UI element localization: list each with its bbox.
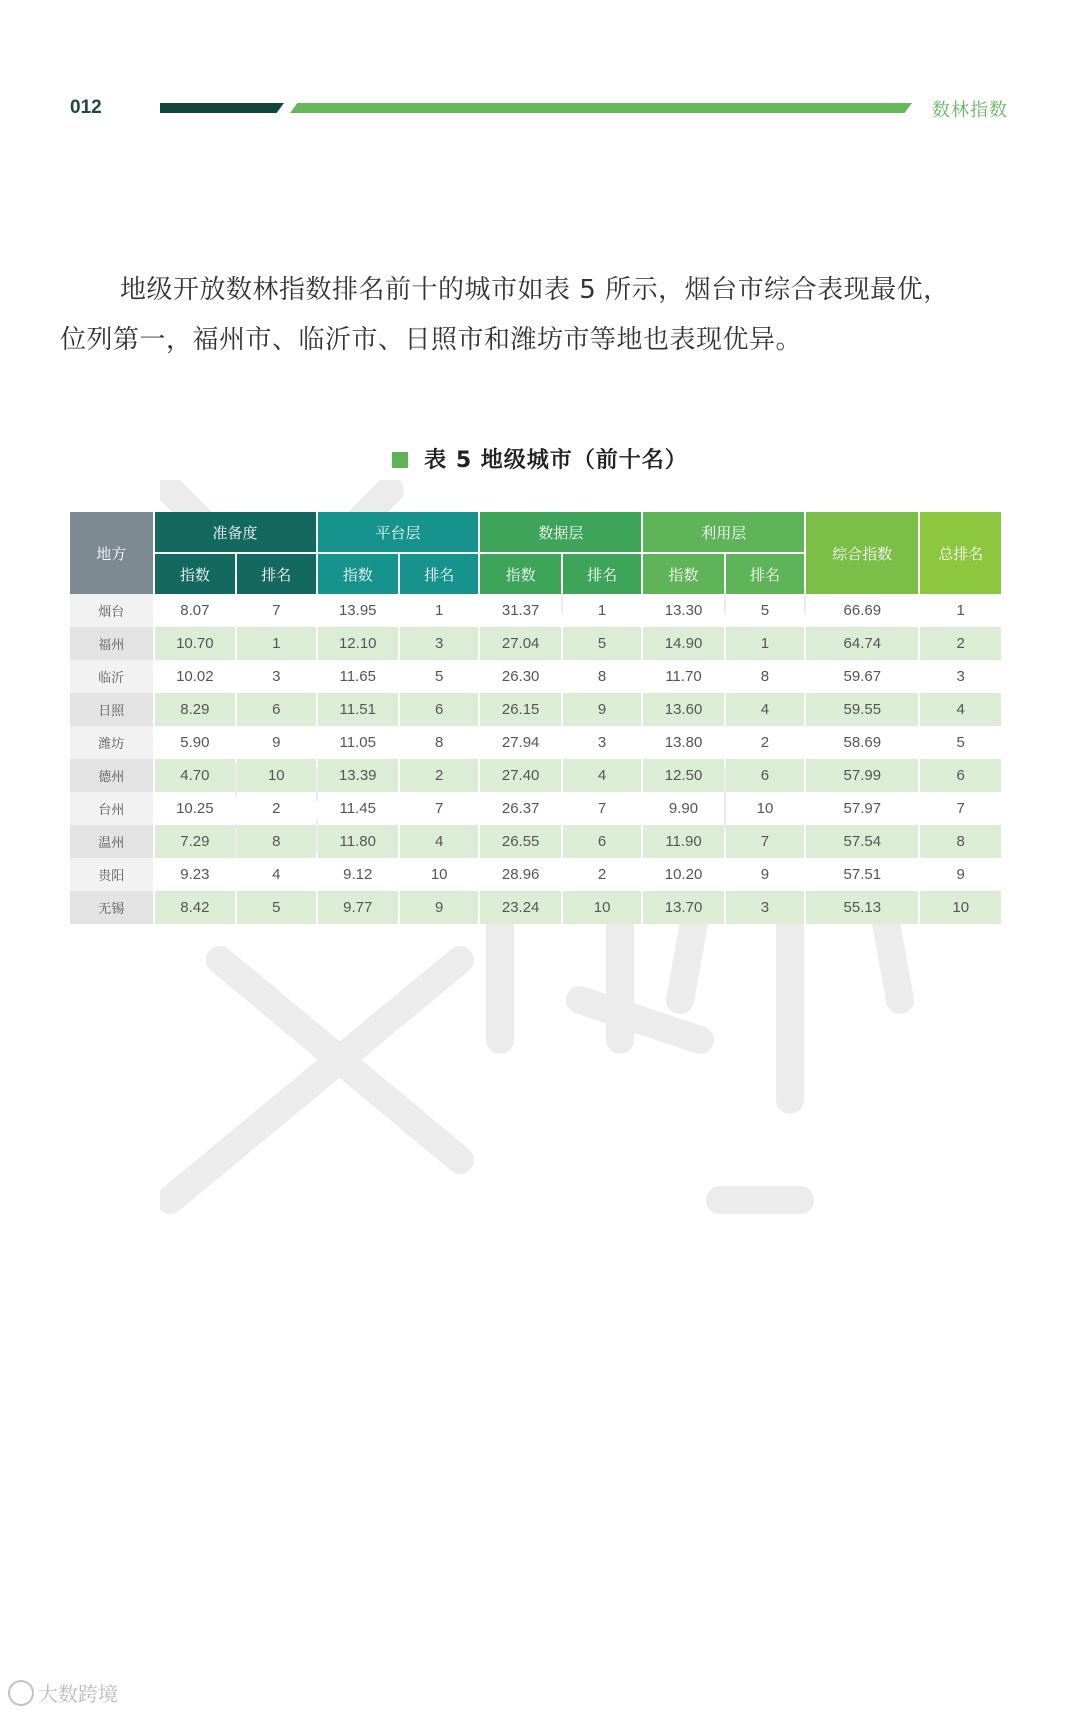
cell-place: 福州 [70, 627, 153, 660]
table-cell: 27.94 [480, 726, 561, 759]
table-cell: 13.70 [643, 891, 724, 924]
table-cell: 13.39 [318, 759, 399, 792]
table-cell: 11.65 [318, 660, 399, 693]
header-row-groups [70, 512, 1001, 552]
logo-text: 大数跨境 [38, 1682, 118, 1706]
table-cell: 9.90 [643, 792, 724, 825]
table-cell: 26.55 [480, 825, 561, 858]
table-cell: 2 [726, 726, 804, 759]
table-row [70, 627, 1001, 660]
header-readiness: 准备度 [155, 512, 316, 552]
subheader-rank: 排名 [726, 552, 804, 594]
table-cell: 57.54 [806, 825, 918, 858]
table-cell: 13.95 [318, 594, 399, 627]
table-cell: 9.23 [155, 858, 236, 891]
table-cell: 1 [237, 627, 315, 660]
table-cell: 2 [920, 627, 1001, 660]
table-cell: 4 [726, 693, 804, 726]
table-cell: 10.02 [155, 660, 236, 693]
table-cell: 28.96 [480, 858, 561, 891]
header-place: 地方 [70, 512, 153, 594]
table-cell: 4 [920, 693, 1001, 726]
table-cell: 27.04 [480, 627, 561, 660]
table-row [70, 891, 1001, 924]
intro-paragraph [60, 265, 1020, 365]
table-row [70, 726, 1001, 759]
page-number: 012 [70, 97, 102, 118]
table-cell: 10.70 [155, 627, 236, 660]
table-row [70, 594, 1001, 627]
header-platform: 平台层 [318, 512, 479, 552]
subheader-index: 指数 [155, 552, 236, 594]
table-cell: 4 [237, 858, 315, 891]
table-cell: 1 [726, 627, 804, 660]
header-overall-rank: 总排名 [920, 512, 1001, 594]
table-cell: 7 [400, 792, 478, 825]
table-cell: 5 [563, 627, 641, 660]
table-cell: 11.05 [318, 726, 399, 759]
cell-place: 温州 [70, 825, 153, 858]
table-cell: 31.37 [480, 594, 561, 627]
table-cell: 5 [726, 594, 804, 627]
cell-place: 德州 [70, 759, 153, 792]
intro-line-1: 地级开放数林指数排名前十的城市如表 5 所示，烟台市综合表现最优， [120, 275, 950, 305]
table-cell: 8.42 [155, 891, 236, 924]
table-cell: 1 [920, 594, 1001, 627]
table-cell: 12.10 [318, 627, 399, 660]
brand-label: 数林指数 [932, 100, 1008, 121]
table-row [70, 792, 1001, 825]
table-row [70, 858, 1001, 891]
table-cell: 11.90 [643, 825, 724, 858]
table-cell: 11.70 [643, 660, 724, 693]
table-cell: 26.30 [480, 660, 561, 693]
table-cell: 5.90 [155, 726, 236, 759]
table-cell: 64.74 [806, 627, 918, 660]
table-cell: 57.97 [806, 792, 918, 825]
table-row [70, 825, 1001, 858]
city-ranking-table [68, 512, 1003, 924]
table-cell: 57.99 [806, 759, 918, 792]
header-bar-green [290, 103, 912, 113]
cell-place: 贵阳 [70, 858, 153, 891]
table-cell: 2 [400, 759, 478, 792]
intro-line-2: 位列第一，福州市、临沂市、日照市和潍坊市等地也表现优异。 [60, 325, 803, 355]
table-cell: 58.69 [806, 726, 918, 759]
table-cell: 59.55 [806, 693, 918, 726]
table-row [70, 660, 1001, 693]
table-cell: 5 [237, 891, 315, 924]
cell-place: 台州 [70, 792, 153, 825]
table-cell: 27.40 [480, 759, 561, 792]
cell-place: 临沂 [70, 660, 153, 693]
table-cell: 3 [237, 660, 315, 693]
table-cell: 9 [237, 726, 315, 759]
cell-place: 无锡 [70, 891, 153, 924]
table-cell: 23.24 [480, 891, 561, 924]
table-cell: 9 [920, 858, 1001, 891]
table-cell: 8 [237, 825, 315, 858]
table-cell: 1 [400, 594, 478, 627]
subheader-rank: 排名 [400, 552, 478, 594]
logo-circle-icon [8, 1680, 34, 1706]
table-cell: 26.15 [480, 693, 561, 726]
table-cell: 9 [563, 693, 641, 726]
table-cell: 3 [920, 660, 1001, 693]
table-cell: 7 [920, 792, 1001, 825]
table-cell: 8.07 [155, 594, 236, 627]
subheader-index: 指数 [643, 552, 724, 594]
table-cell: 2 [237, 792, 315, 825]
table-cell: 8 [920, 825, 1001, 858]
title-marker-icon [392, 452, 408, 468]
table-cell: 10 [920, 891, 1001, 924]
table-cell: 4 [400, 825, 478, 858]
table-cell: 9 [400, 891, 478, 924]
cell-place: 潍坊 [70, 726, 153, 759]
table-title [0, 443, 1080, 474]
table-title-text: 表 5 地级城市（前十名） [424, 448, 688, 473]
table-cell: 3 [563, 726, 641, 759]
header-bar-dark [160, 103, 284, 113]
table-cell: 4 [563, 759, 641, 792]
table-cell: 7 [563, 792, 641, 825]
header-usage: 利用层 [643, 512, 804, 552]
cell-place: 日照 [70, 693, 153, 726]
table-cell: 2 [563, 858, 641, 891]
table-cell: 13.30 [643, 594, 724, 627]
table-cell: 10 [400, 858, 478, 891]
table-cell: 4.70 [155, 759, 236, 792]
table-cell: 14.90 [643, 627, 724, 660]
subheader-rank: 排名 [563, 552, 641, 594]
table-cell: 9.12 [318, 858, 399, 891]
table-cell: 5 [400, 660, 478, 693]
table-cell: 10.25 [155, 792, 236, 825]
subheader-index: 指数 [318, 552, 399, 594]
table-cell: 6 [400, 693, 478, 726]
table-cell: 8.29 [155, 693, 236, 726]
subheader-index: 指数 [480, 552, 561, 594]
table-cell: 11.45 [318, 792, 399, 825]
table-cell: 6 [237, 693, 315, 726]
table-cell: 10 [563, 891, 641, 924]
subheader-rank: 排名 [237, 552, 315, 594]
table-cell: 13.80 [643, 726, 724, 759]
table-cell: 6 [920, 759, 1001, 792]
table-cell: 59.67 [806, 660, 918, 693]
table-cell: 10.20 [643, 858, 724, 891]
header-data: 数据层 [480, 512, 641, 552]
table-cell: 11.80 [318, 825, 399, 858]
table-cell: 7.29 [155, 825, 236, 858]
table-cell: 10 [726, 792, 804, 825]
header-composite: 综合指数 [806, 512, 918, 594]
table-cell: 9.77 [318, 891, 399, 924]
cell-place: 烟台 [70, 594, 153, 627]
table-cell: 3 [400, 627, 478, 660]
table-cell: 7 [726, 825, 804, 858]
table-cell: 66.69 [806, 594, 918, 627]
table-cell: 8 [563, 660, 641, 693]
table-cell: 8 [726, 660, 804, 693]
table-cell: 3 [726, 891, 804, 924]
table-row [70, 693, 1001, 726]
corner-logo [8, 1678, 118, 1707]
table-cell: 1 [563, 594, 641, 627]
table-cell: 10 [237, 759, 315, 792]
table-cell: 8 [400, 726, 478, 759]
table-cell: 12.50 [643, 759, 724, 792]
table-cell: 7 [237, 594, 315, 627]
table-cell: 26.37 [480, 792, 561, 825]
table-cell: 55.13 [806, 891, 918, 924]
table-cell: 6 [563, 825, 641, 858]
table-row [70, 759, 1001, 792]
table-cell: 11.51 [318, 693, 399, 726]
table-cell: 5 [920, 726, 1001, 759]
table-cell: 57.51 [806, 858, 918, 891]
table-cell: 13.60 [643, 693, 724, 726]
table-cell: 9 [726, 858, 804, 891]
table-cell: 6 [726, 759, 804, 792]
table-body [70, 594, 1001, 924]
